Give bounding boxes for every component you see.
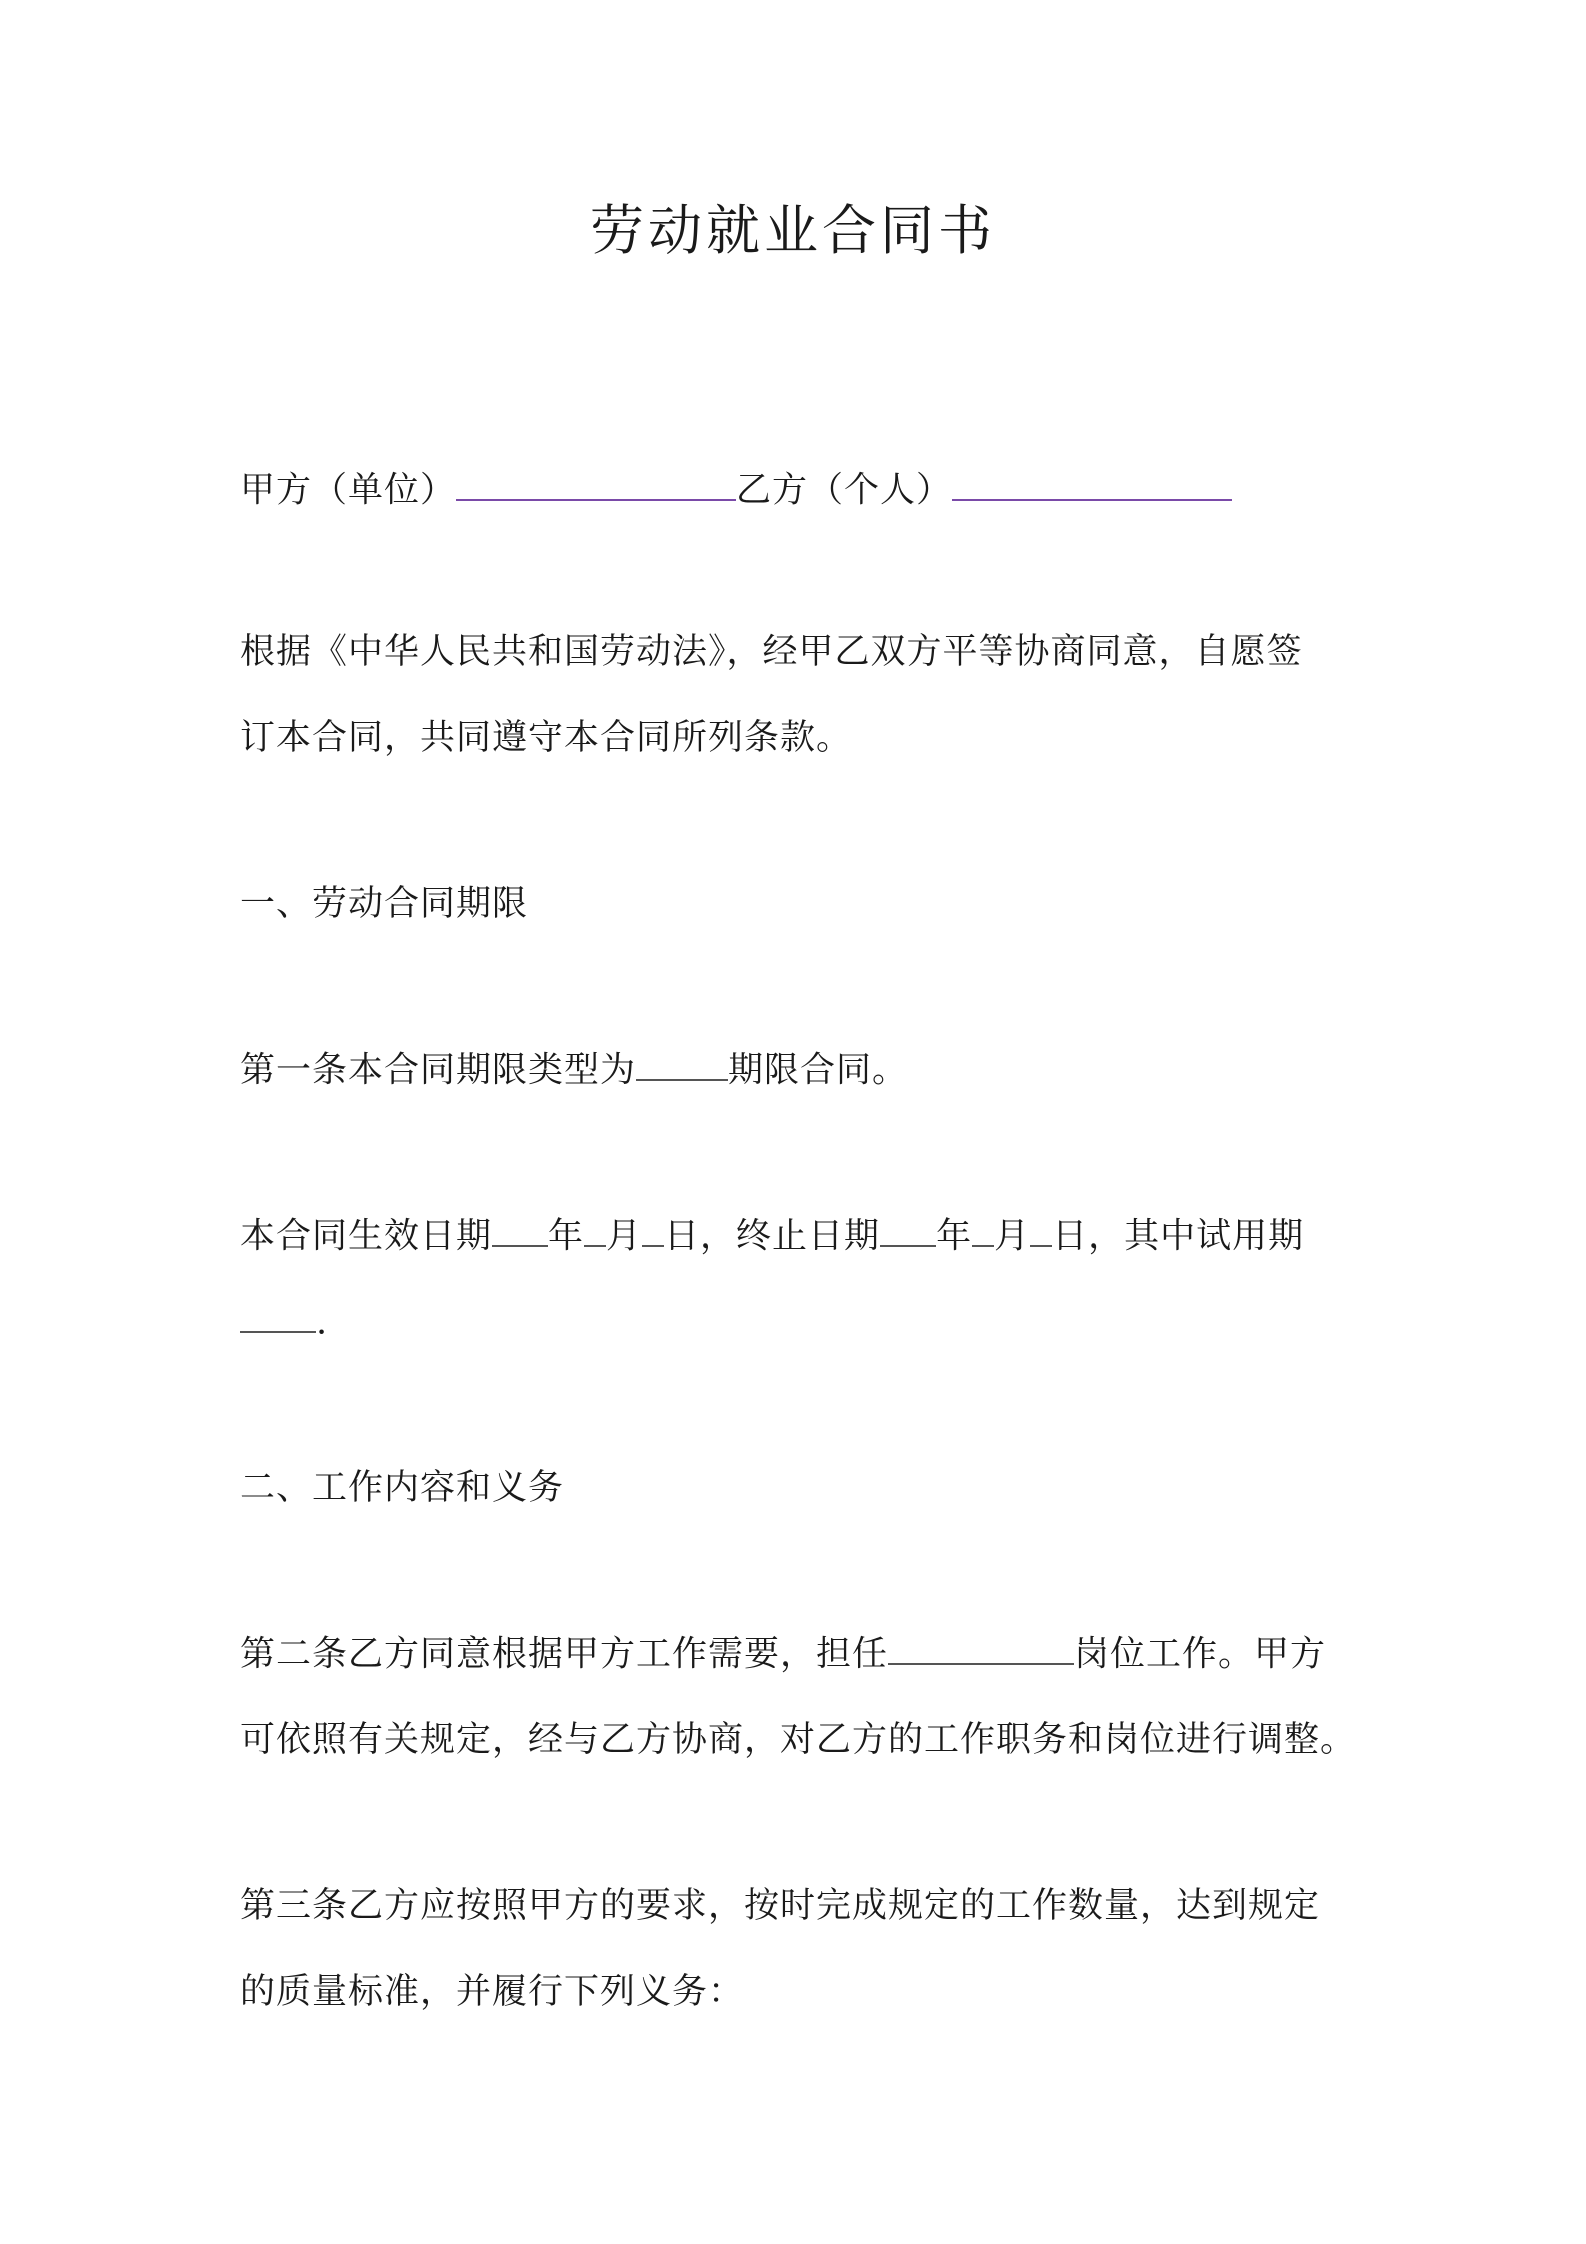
start-year-blank[interactable] <box>492 1212 548 1247</box>
article-2-line-2: 可依照有关规定，经与乙方协商，对乙方的工作职务和岗位进行调整。 <box>240 1720 1357 1760</box>
party-b-blank[interactable] <box>952 466 1232 501</box>
article-3-line-2: 的质量标准，并履行下列义务： <box>240 1972 745 2012</box>
start-month-label: 月 <box>606 1216 643 1257</box>
end-month-label: 月 <box>994 1216 1031 1257</box>
article-1-suffix: 期限合同。 <box>728 1050 909 1091</box>
article-1-line <box>240 1046 908 1094</box>
end-day-blank[interactable] <box>1030 1212 1052 1247</box>
probation-end: . <box>316 1302 329 1343</box>
start-month-blank[interactable] <box>584 1212 606 1247</box>
party-b-label: 乙方（个人） <box>736 470 953 511</box>
post-blank[interactable] <box>888 1630 1074 1665</box>
dates-line <box>240 1212 1304 1260</box>
end-day-label: 日，其中试用期 <box>1052 1216 1305 1257</box>
end-year-label: 年 <box>936 1216 973 1257</box>
section-1-heading: 一、劳动合同期限 <box>240 884 529 924</box>
parties-line <box>240 466 1232 514</box>
article-2-suffix: 岗位工作。甲方 <box>1074 1634 1327 1675</box>
article-1-prefix: 第一条本合同期限类型为 <box>240 1050 637 1091</box>
contract-type-blank[interactable] <box>636 1046 728 1081</box>
end-year-blank[interactable] <box>880 1212 936 1247</box>
probation-line <box>240 1298 328 1346</box>
party-a-label: 甲方（单位） <box>240 470 457 511</box>
article-2-line-1 <box>240 1630 1326 1678</box>
start-day-label: 日，终止日期 <box>664 1216 881 1257</box>
preamble-line-2: 订本合同，共同遵守本合同所列条款。 <box>240 718 853 758</box>
party-a-blank[interactable] <box>456 466 736 501</box>
section-2-heading: 二、工作内容和义务 <box>240 1468 565 1508</box>
probation-blank[interactable] <box>240 1298 316 1333</box>
end-month-blank[interactable] <box>972 1212 994 1247</box>
dates-prefix: 本合同生效日期 <box>240 1216 493 1257</box>
start-day-blank[interactable] <box>642 1212 664 1247</box>
preamble-line-1: 根据《中华人民共和国劳动法》，经甲乙双方平等协商同意，自愿签 <box>240 632 1303 672</box>
start-year-label: 年 <box>548 1216 585 1257</box>
document-title: 劳动就业合同书 <box>590 199 996 262</box>
article-2-prefix: 第二条乙方同意根据甲方工作需要，担任 <box>240 1634 889 1675</box>
article-3-line-1: 第三条乙方应按照甲方的要求，按时完成规定的工作数量，达到规定 <box>240 1886 1321 1926</box>
